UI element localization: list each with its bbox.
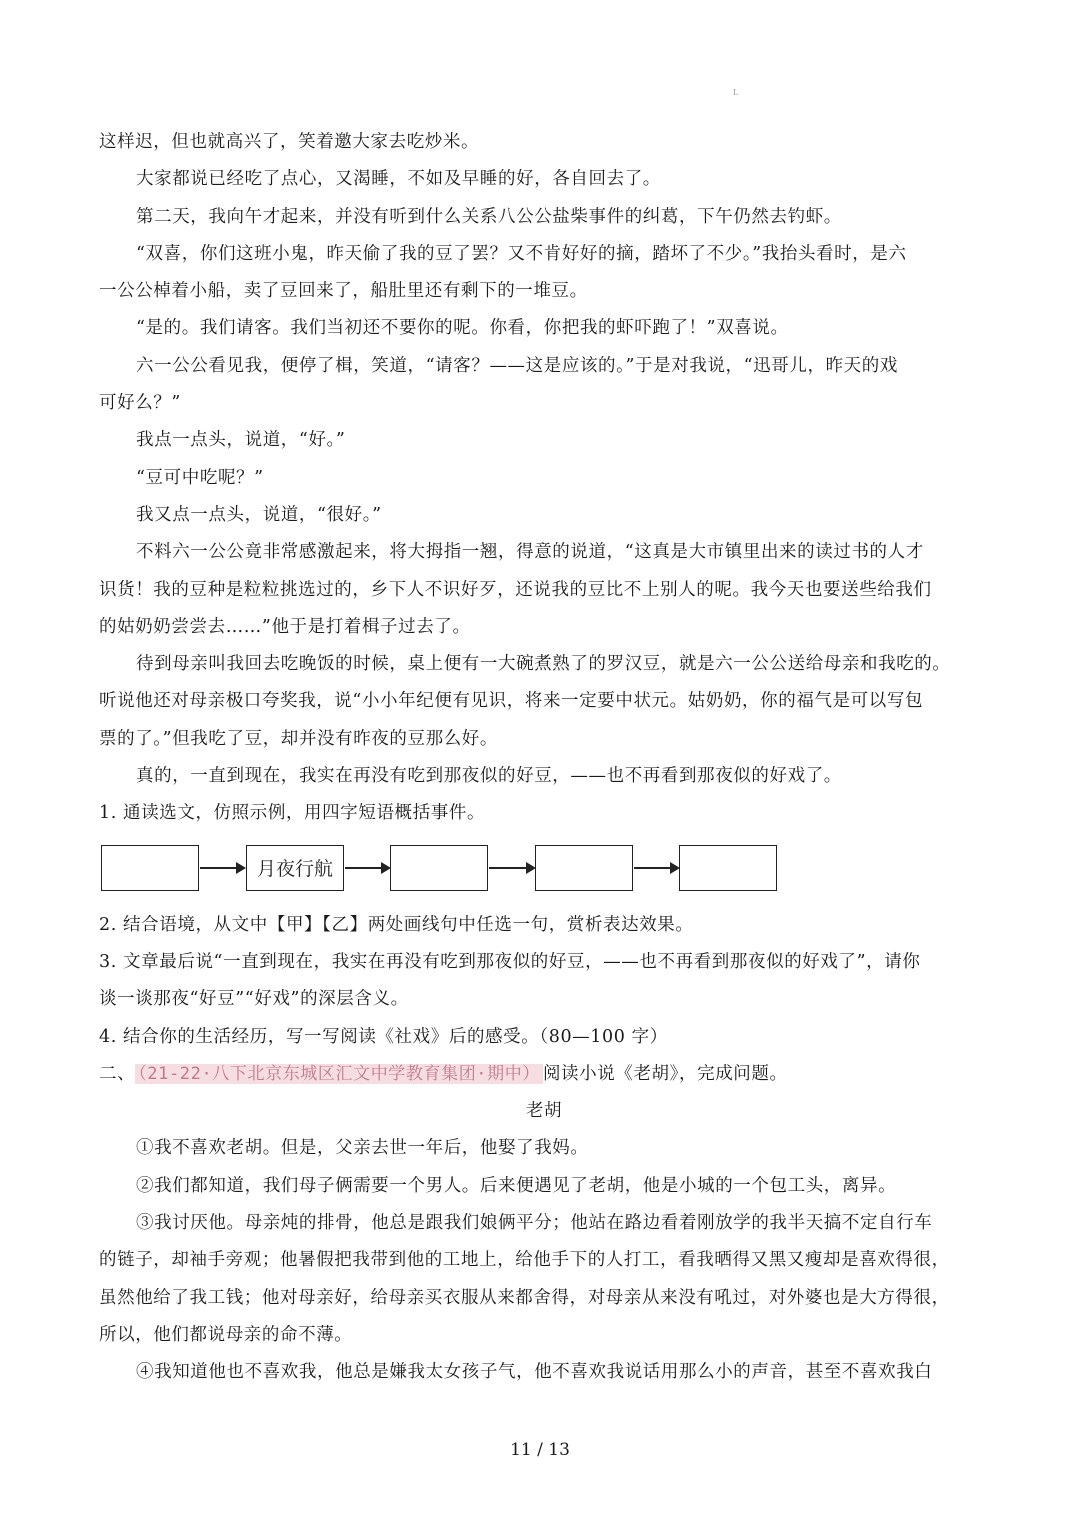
page-content (99, 124, 989, 1392)
text-line: 虽然他给了我工钱；他对母亲好，给母亲买衣服从来都舍得，对母亲从来没有吼过，对外婆也是大方得很， (99, 1287, 950, 1308)
text-line: 待到母亲叫我回去吃晚饭的时候，桌上便有一大碗煮熟了的罗汉豆，就是六一公公送给母亲和我吃的。 (136, 654, 951, 675)
text-line: 这样迟，但也就高兴了，笑着邀大家去吃炒米。 (99, 132, 480, 152)
flow-box-4 (535, 845, 633, 891)
text-line: ②我们都知道，我们母子俩需要一个男人。后来便遇见了老胡，他是小城的一个包工头，离异。 (136, 1175, 897, 1196)
section-prefix: 二、 (99, 1063, 136, 1084)
flow-box-2: 月夜行航 (246, 845, 344, 891)
text-line: “双喜，你们这班小鬼，昨天偷了我的豆了罢？又不肯好好的摘，踏坏了不少。”我抬头看时，是六 (136, 243, 907, 264)
flow-box-1 (101, 845, 199, 891)
event-flowchart (99, 839, 989, 903)
text-line: 可好么？” (99, 393, 181, 414)
text-line: 2. 结合语境，从文中【甲】【乙】两处画线句中任选一句，赏析表达效果。 (99, 914, 694, 935)
flow-arrow-1 (200, 867, 244, 869)
text-line: “豆可中吃呢？” (136, 467, 264, 488)
text-line: 的链子，却袖手旁观；他暑假把我带到他的工地上，给他手下的人打工，看我晒得又黑又瘦却是喜欢得很， (99, 1250, 950, 1271)
flow-box-5 (679, 845, 777, 891)
text-line: ①我不喜欢老胡。但是，父亲去世一年后，他娶了我妈。 (136, 1138, 589, 1159)
text-line: ③我讨厌他。母亲炖的排骨，他总是跟我们娘俩平分；他站在路边看着刚放学的我半天搞不定自行车 (136, 1213, 933, 1234)
corner-mark: L (733, 88, 739, 97)
text-line: 1. 通读选文，仿照示例，用四字短语概括事件。 (99, 803, 486, 824)
text-line: 3. 文章最后说“一直到现在，我实在再没有吃到那夜似的好豆，——也不再看到那夜似的好戏了”，请你 (99, 951, 921, 972)
text-line: 真的，一直到现在，我实在再没有吃到那夜似的好豆，——也不再看到那夜似的好戏了。 (136, 766, 842, 787)
text-line: 我点一点头，说道，“好。” (136, 430, 346, 451)
text-line: 所以，他们都说母亲的命不薄。 (99, 1324, 353, 1345)
questions (99, 907, 989, 1056)
story-passage-lao-hu (99, 1130, 989, 1391)
text-line: 不料六一公公竟非常感激起来，将大拇指一翘，得意的说道，“这真是大市镇里出来的读过书的人才 (136, 542, 924, 563)
text-line: 识货！我的豆种是粒粒挑选过的，乡下人不识好歹，还说我的豆比不上别人的呢。我今天也要送些给我们 (99, 579, 932, 600)
text-line: ④我知道他也不喜欢我，他总是嫌我太女孩子气，他不喜欢我说话用那么小的声音，甚至不喜欢我白 (136, 1362, 933, 1383)
section-2-heading (99, 1056, 989, 1093)
text-line: 票的了。”但我吃了豆，却并没有昨夜的豆那么好。 (99, 728, 498, 749)
story-title: 老胡 (525, 1101, 563, 1122)
page-number: 11 / 13 (510, 1440, 570, 1460)
text-line: 谈一谈那夜“好豆”“好戏”的深层含义。 (99, 989, 409, 1010)
text-line: 的姑奶奶尝尝去……”他于是打着楫子过去了。 (99, 616, 471, 637)
text-line: 听说他还对母亲极口夸奖我，说“小小年纪便有见识，将来一定要中状元。姑奶奶，你的福气是可以写包 (99, 691, 924, 712)
text-line: 我又点一点头，说道，“很好。” (136, 504, 382, 525)
text-line: “是的。我们请客。我们当初还不要你的呢。你看，你把我的虾吓跑了！”双喜说。 (136, 318, 789, 339)
section-instruction: 阅读小说《老胡》，完成问题。 (542, 1063, 788, 1084)
text-line: 一公公棹着小船，卖了豆回来了，船肚里还有剩下的一堆豆。 (99, 281, 588, 302)
text-line: 大家都说已经吃了点心，又渴睡，不如及早睡的好，各自回去了。 (136, 169, 661, 190)
text-line: 4. 结合你的生活经历，写一写阅读《社戏》后的感受。（80—100 字） (99, 1026, 668, 1047)
story-passage-she-xi (99, 124, 989, 833)
flow-arrow-4 (634, 867, 678, 869)
text-line: 第二天，我向午才起来，并没有听到什么关系八公公盐柴事件的纠葛，下午仍然去钓虾。 (136, 206, 842, 227)
source-tag: （21-22·八下北京东城区汇文中学教育集团·期中） (135, 1064, 543, 1084)
flow-box-3 (390, 845, 488, 891)
text-line: 六一公公看见我，便停了楫，笑道，“请客？——这是应该的。”于是对我说，“迅哥儿，昨天的戏 (136, 355, 898, 376)
flow-arrow-3 (489, 867, 534, 869)
flow-arrow-2 (345, 867, 389, 869)
